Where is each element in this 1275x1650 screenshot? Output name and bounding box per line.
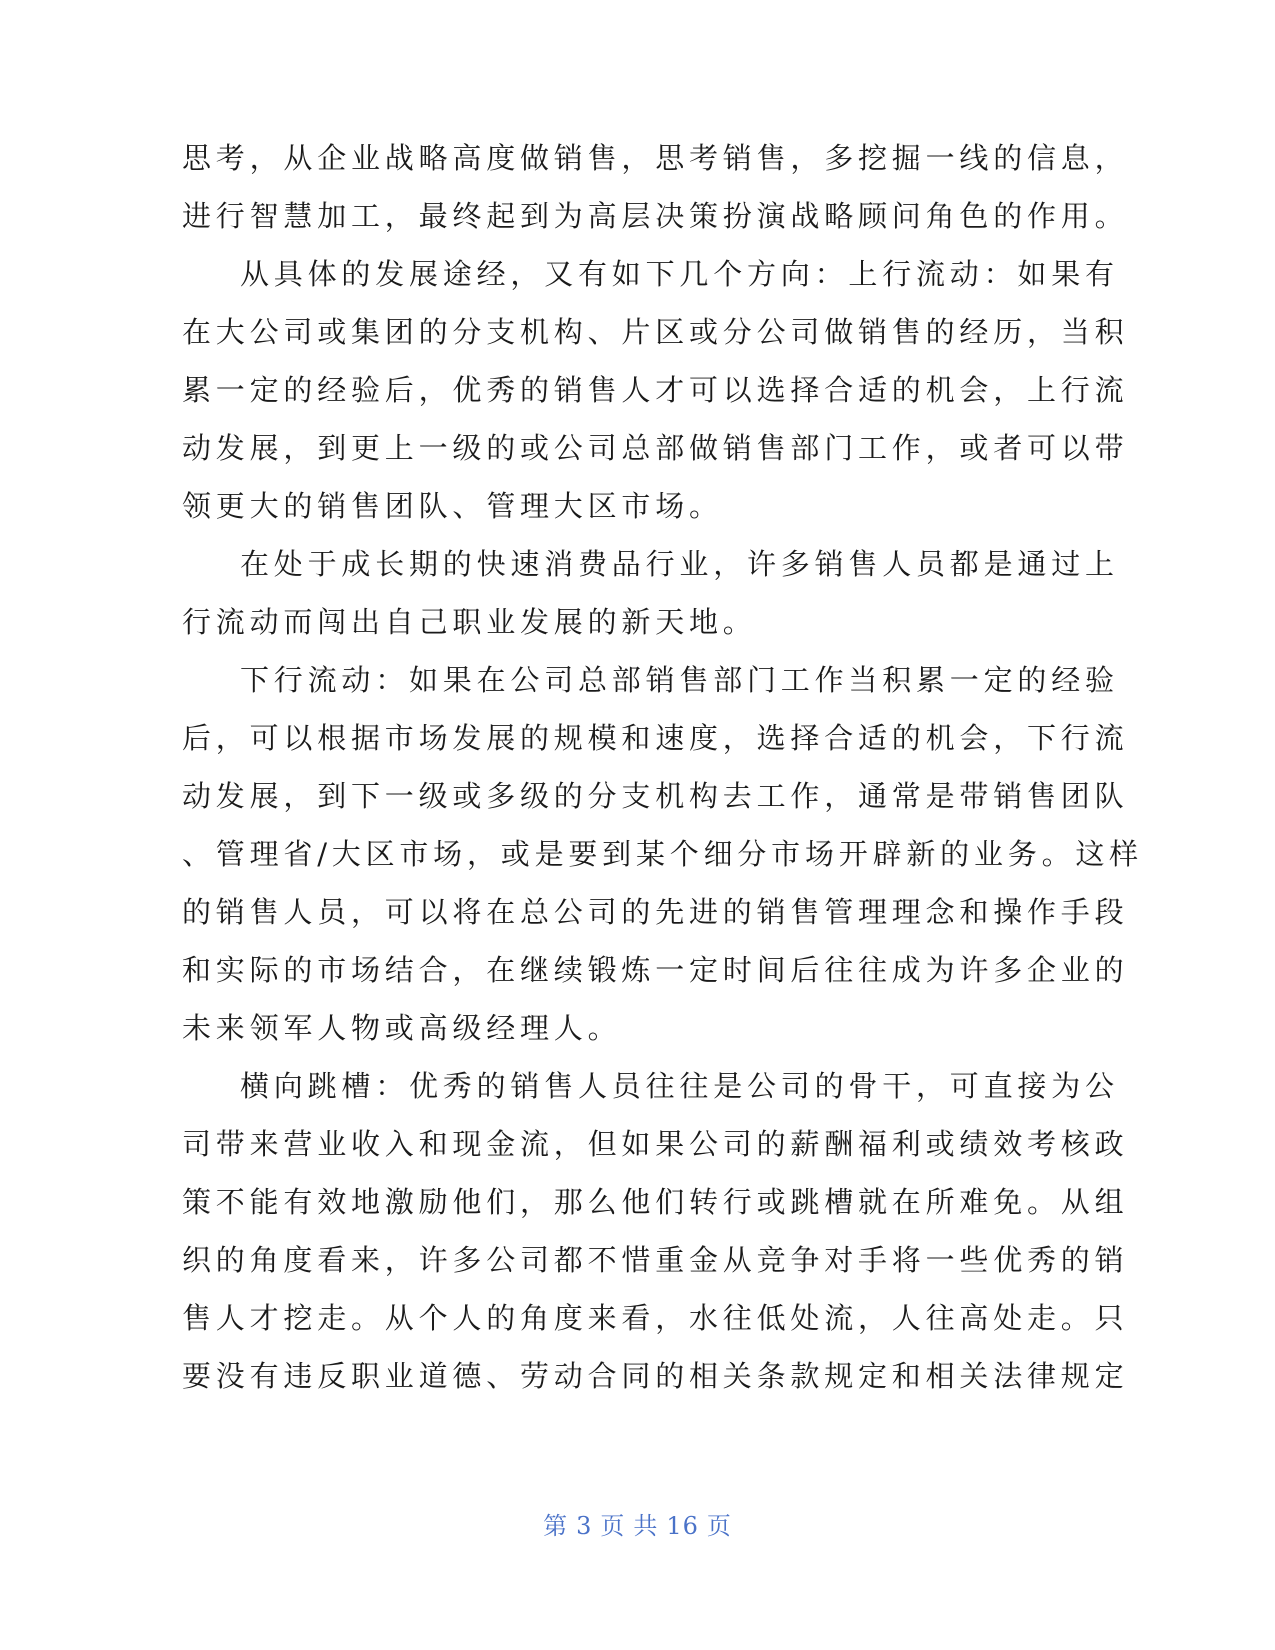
text-line: 领更大的销售团队、管理大区市场。 bbox=[182, 489, 723, 523]
text-line: 要没有违反职业道德、劳动合同的相关条款规定和相关法律规定 bbox=[182, 1359, 1129, 1393]
page-footer bbox=[0, 1510, 1275, 1542]
footer-page-number: 3 bbox=[576, 1512, 593, 1540]
text-line: 的销售人员，可以将在总公司的先进的销售管理理念和操作手段 bbox=[182, 895, 1129, 929]
text-line: 累一定的经验后，优秀的销售人才可以选择合适的机会，上行流 bbox=[182, 373, 1129, 407]
text-line: 后，可以根据市场发展的规模和速度，选择合适的机会，下行流 bbox=[182, 721, 1129, 755]
text-line: 下行流动：如果在公司总部销售部门工作当积累一定的经验 bbox=[240, 663, 1119, 697]
text-line: 在处于成长期的快速消费品行业，许多销售人员都是通过上 bbox=[240, 547, 1119, 581]
footer-page-mid: 页 bbox=[600, 1512, 626, 1540]
text-line: 、管理省/大区市场，或是要到某个细分市场开辟新的业务。这样 bbox=[182, 837, 1143, 871]
text-line: 未来领军人物或高级经理人。 bbox=[182, 1011, 622, 1045]
text-line: 售人才挖走。从个人的角度来看，水往低处流，人往高处走。只 bbox=[182, 1301, 1129, 1335]
text-line: 进行智慧加工，最终起到为高层决策扮演战略顾问角色的作用。 bbox=[182, 199, 1129, 233]
text-line: 思考，从企业战略高度做销售，思考销售，多挖掘一线的信息， bbox=[182, 141, 1129, 175]
text-line: 行流动而闯出自己职业发展的新天地。 bbox=[182, 605, 757, 639]
text-line: 织的角度看来，许多公司都不惜重金从竞争对手将一些优秀的销 bbox=[182, 1243, 1129, 1277]
text-line: 司带来营业收入和现金流，但如果公司的薪酬福利或绩效考核政 bbox=[182, 1127, 1129, 1161]
text-line: 从具体的发展途经，又有如下几个方向：上行流动：如果有 bbox=[240, 257, 1119, 291]
footer-page-prefix: 第 bbox=[543, 1512, 569, 1540]
text-line: 和实际的市场结合，在继续锻炼一定时间后往往成为许多企业的 bbox=[182, 953, 1129, 987]
footer-total-label: 共 bbox=[633, 1512, 659, 1540]
footer-page-suffix: 页 bbox=[706, 1512, 732, 1540]
text-line: 横向跳槽：优秀的销售人员往往是公司的骨干，可直接为公 bbox=[240, 1069, 1119, 1103]
text-line: 动发展，到更上一级的或公司总部做销售部门工作，或者可以带 bbox=[182, 431, 1129, 465]
text-line: 在大公司或集团的分支机构、片区或分公司做销售的经历，当积 bbox=[182, 315, 1129, 349]
footer-total-pages: 16 bbox=[666, 1512, 699, 1540]
text-line: 策不能有效地激励他们，那么他们转行或跳槽就在所难免。从组 bbox=[182, 1185, 1129, 1219]
text-line: 动发展，到下一级或多级的分支机构去工作，通常是带销售团队 bbox=[182, 779, 1129, 813]
